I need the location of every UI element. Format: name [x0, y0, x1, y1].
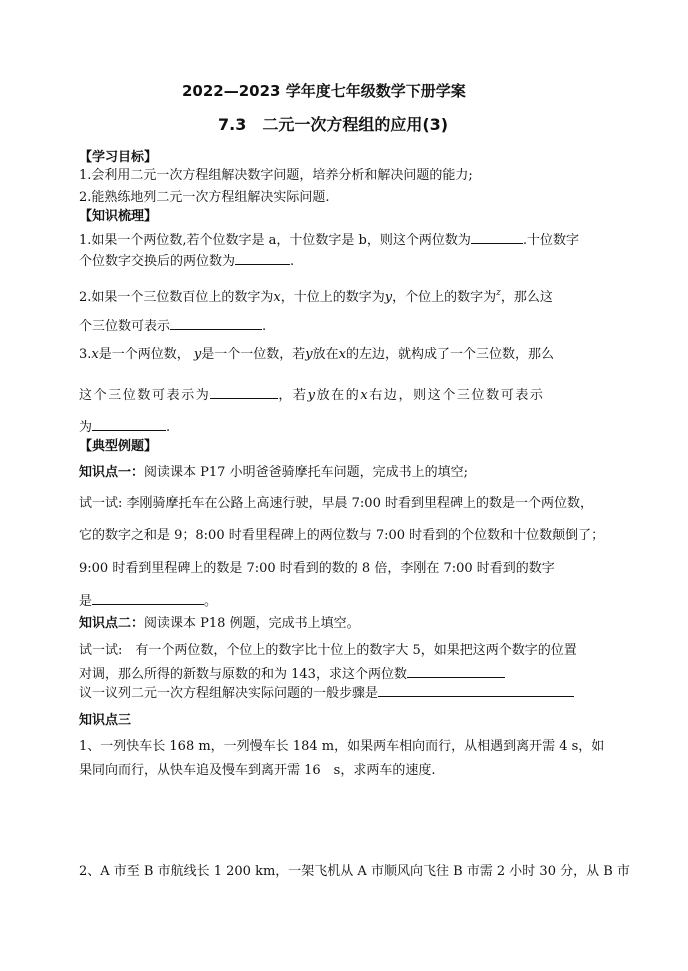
text: 个三位数可表示: [79, 319, 171, 334]
var-y: y: [193, 347, 202, 362]
text: .: [262, 319, 267, 334]
var-y: y: [384, 290, 393, 305]
text: 这个三位数可表示为: [79, 388, 211, 403]
kp2-discuss: [79, 684, 574, 702]
text: 阅读课本 P17 小明爸爸骑摩托车问题，完成书上的填空;: [144, 465, 468, 480]
text: ，十位上的数字为: [280, 290, 385, 305]
objectives-heading: 【学习目标】: [79, 150, 158, 165]
text: 的左边，就构成了一个三位数，那么: [346, 347, 555, 362]
text: .: [166, 420, 171, 435]
text: 放在: [312, 347, 339, 362]
kp1-try-line3: 9:00 时看到里程碑上的数是 7:00 时看到的数的 8 倍，李刚在 7:00 时看到的数字: [79, 561, 555, 576]
answer-blank[interactable]: [235, 252, 290, 265]
kp1-try-line1: 试一试: 李刚骑摩托车在公路上高速行驶，早晨 7:00 时看到里程碑上的数是一个两位数，: [79, 496, 593, 511]
knowledge-q3-line2: [79, 386, 545, 404]
kp2-line: [79, 616, 360, 632]
problem1-line2: 果同向而行，从快车追及慢车到离开需 16 s，求两车的速度.: [79, 763, 436, 778]
page-title: 2022—2023 学年度七年级数学下册学案: [182, 82, 466, 100]
knowledge-q2-line2: [79, 317, 266, 335]
text: 。: [204, 594, 218, 609]
var-x: x: [273, 290, 281, 305]
knowledge-q3-line3: [79, 418, 170, 436]
var-x: x: [91, 347, 99, 362]
text: 是一个一位数，若: [201, 347, 306, 362]
objective-item: 1.会利用二元一次方程组解决数字问题，培养分析和解决问题的能力;: [79, 168, 473, 183]
text: 议一议列二元一次方程组解决实际问题的一般步骤是: [79, 686, 379, 701]
knowledge-q1-line2: [79, 252, 294, 270]
answer-blank[interactable]: [407, 665, 505, 678]
kp1-label: 知识点一：: [79, 465, 145, 480]
text: ，若: [278, 388, 308, 403]
answer-blank[interactable]: [92, 418, 166, 431]
text: .: [290, 254, 295, 269]
answer-blank[interactable]: [378, 684, 574, 697]
var-x: x: [338, 347, 346, 362]
kp2-label: 知识点二：: [79, 616, 145, 631]
knowledge-heading: 【知识梳理】: [79, 209, 158, 224]
answer-blank[interactable]: [92, 592, 204, 605]
knowledge-q3-line1: [79, 347, 554, 363]
objective-item: 2.能熟练地列二元一次方程组解决实际问题.: [79, 190, 330, 205]
kp1-try-line2: 它的数字之和是 9；8:00 时看里程碑上的两位数与 7:00 时看到的个位数和十位数颠倒了；: [79, 528, 605, 543]
page-subtitle: 7.3 二元一次方程组的应用(3): [218, 115, 449, 134]
text: 个位数字交换后的两位数为: [79, 254, 236, 269]
problem1-line1: 1、一列快车长 168 m，一列慢车长 184 m，如果两车相向而行，从相遇到离开需 4 s，如: [79, 739, 605, 754]
problem2-line1: 2、A 市至 B 市航线长 1 200 km，一架飞机从 A 市顺风向飞往 B 市需 2 小时 30 分，从 B 市: [79, 864, 630, 879]
knowledge-q1-line1: [79, 231, 579, 249]
kp1-line: [79, 465, 468, 481]
var-y: y: [305, 347, 313, 362]
var-z: z: [496, 288, 501, 298]
kp3-label: 知识点三: [79, 713, 132, 728]
text: 是: [79, 594, 93, 609]
kp2-try-line2: [79, 665, 505, 683]
knowledge-q2-line1: [79, 285, 553, 306]
examples-heading: 【典型例题】: [79, 439, 158, 454]
text: .十位数字: [522, 233, 580, 248]
text: 阅读课本 P18 例题，完成书上填空。: [144, 616, 360, 631]
answer-blank[interactable]: [210, 386, 278, 399]
text: ，那么这: [500, 290, 553, 305]
text: 为: [79, 420, 93, 435]
text: 右边，则这个三位数可表示: [369, 388, 545, 403]
text: 放在的: [316, 388, 361, 403]
answer-blank[interactable]: [170, 317, 262, 330]
var-x: x: [360, 388, 370, 403]
text: 3.: [79, 347, 92, 362]
kp2-try-line1: 试一试: 有一个两位数，个位上的数字比十位上的数字大 5，如果把这两个数字的位置: [79, 643, 577, 658]
text: 2.如果一个三位数百位上的数字为: [79, 290, 274, 305]
text: 对调，那么所得的新数与原数的和为 143，求这个两位数: [79, 667, 407, 682]
kp1-try-line4: [79, 592, 217, 610]
text: ，个位上的数字为: [392, 290, 497, 305]
text: 1.如果一个两位数,若个位数字是 a，十位数字是 b，则这个两位数为: [79, 233, 471, 248]
var-y: y: [307, 388, 317, 403]
answer-blank[interactable]: [471, 231, 523, 244]
text: 是一个两位数，: [98, 347, 190, 362]
